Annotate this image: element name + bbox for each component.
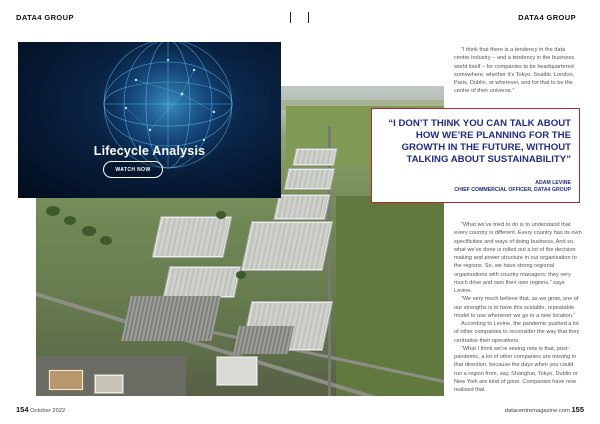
footer-left xyxy=(16,405,65,414)
watch-now-button[interactable]: WATCH NOW xyxy=(103,161,163,178)
header-publisher-left: DATA4 GROUP xyxy=(16,13,74,22)
quote-text: “I DON’T THINK YOU CAN TALK ABOUT HOW WE’RE PLANNING FOR THE GROWTH IN THE FUTURE, WITHOUT TALKING ABOUT SUSTAINABILITY” xyxy=(388,118,571,165)
paragraph: “We very much believe that, as we grow, one of our strengths is to have this scalable, repeatable model to use whenever we go to a new location.” xyxy=(454,296,579,319)
paragraph: According to Levine, the pandemic pushed a lot of other companies to reconsider the way that they centralise their operations. xyxy=(454,321,580,344)
header-divider-left xyxy=(290,12,291,23)
paragraph: “What we’ve tried to do is to understand that every country is different. Every country has its own specificities and ways of doing business. And so, what we’ve done is rolled out a lot of the decision making and power structure in our organisation to the regions. So, we have strong regional organisations with country managers; they very much drive and own their own regions,” says Levine. xyxy=(454,222,582,294)
paragraph: “What I think we’re seeing now is that, post-pandemic, a lot of other companies are moving in that direction, because the days when you could run a region from, say, Shanghai, Tokyo, Dublin or New York are kind of gone. Companies have now realised that xyxy=(454,345,578,393)
footer-right xyxy=(505,405,584,414)
header-divider-right xyxy=(308,12,309,23)
quote-author-role: CHIEF COMMERCIAL OFFICER, DATA4 GROUP xyxy=(454,186,571,193)
issue-date: October 2022 xyxy=(30,408,66,414)
article-column-bottom xyxy=(454,221,582,394)
paragraph: “I think that there is a tendency in the data centre industry – and a tendency in the business world itself – for companies to be headquartered somewhere, whether it’s Tokyo, Seattle, London, Paris, Dublin, or wherever, and for that to be the centre of their universe.” xyxy=(454,47,575,95)
quote-author-name: ADAM LEVINE xyxy=(535,180,571,186)
pull-quote xyxy=(371,108,580,203)
promo-title: Lifecycle Analysis xyxy=(93,144,206,158)
page-number-right: 155 xyxy=(571,405,584,414)
article-column-top xyxy=(454,46,582,96)
page-number-left: 154 xyxy=(16,405,29,414)
website-link[interactable]: datacentremagazine.com xyxy=(504,408,570,414)
header-publisher-right: DATA4 GROUP xyxy=(518,13,576,22)
